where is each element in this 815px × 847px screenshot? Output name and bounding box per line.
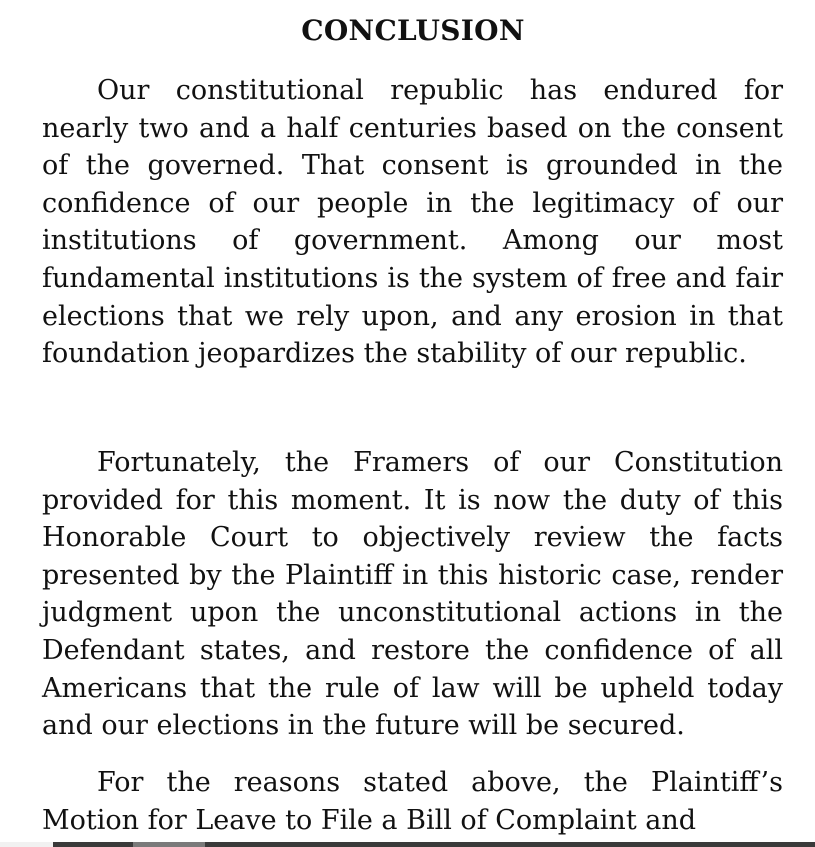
scrollbar-thumb-highlight[interactable]	[133, 842, 205, 847]
paragraph-3: For the reasons stated above, the Plaintiff’s Motion for Leave to File a Bill of Complaint and	[42, 767, 783, 836]
horizontal-scrollbar[interactable]	[0, 842, 815, 847]
paragraph-1: Our constitutional republic has endured for nearly two and a half centuries based on the consent of the governed. That consent is grounded in the confidence of our people in the legitimacy of our institutions of government. Among our most fundamental institutions is the system of free and fair elections that we rely upon, and any erosion in that foundation jeopardizes the stability of our republic.	[42, 75, 783, 370]
section-heading: CONCLUSION	[301, 14, 525, 47]
paragraph-2: Fortunately, the Framers of our Constitution provided for this moment. It is now the duty of this Honorable Court to objectively review the facts presented by the Plaintiff in this historic case, render judgment upon the unconstitutional actions in the Defendant states, and restore the confidence of all Americans that the rule of law will be upheld today and our elections in the future will be secured.	[42, 447, 783, 742]
